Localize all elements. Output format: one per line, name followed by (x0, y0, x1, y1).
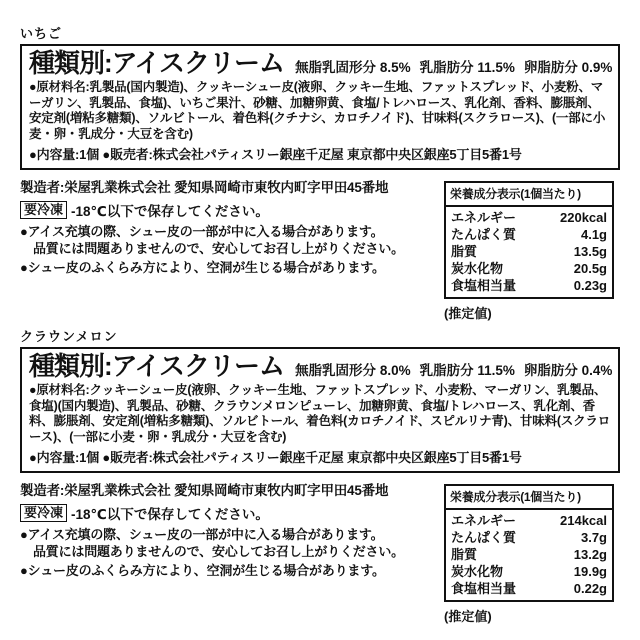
spec-box (20, 347, 620, 473)
nutrient-name: たんぱく質 (451, 530, 517, 545)
note-line: 品質には問題ありませんので、安心してお召し上がりください。 (33, 544, 404, 559)
spec-head-row (29, 351, 611, 381)
nutrient-name: 脂質 (451, 244, 478, 259)
manufacturer-line: 製造者:栄屋乳業株式会社 愛知県岡崎市東牧内町字甲田45番地 (20, 180, 389, 195)
nutrient-value: 214kcal (560, 513, 607, 528)
storage-instruction: -18℃以下で保存してください。 (71, 507, 269, 522)
manufacturer-line: 製造者:栄屋乳業株式会社 愛知県岡崎市東牧内町字甲田45番地 (20, 483, 389, 498)
product-type-heading: 種類別:アイスクリーム (29, 351, 285, 381)
nutrition-row (446, 209, 612, 226)
product-label-melon (20, 329, 620, 624)
nutrient-value: 19.9g (573, 564, 607, 579)
nutrient-name: たんぱく質 (451, 227, 517, 242)
contents-seller-line: ●内容量:1個 ●販売者:株式会社パティスリー銀座千疋屋 東京都中央区銀座5丁目5番1号 (29, 450, 522, 465)
nutrient-name: 食塩相当量 (451, 581, 517, 596)
note-line: ●アイス充填の際、シュー皮の一部が中に入る場合があります。 (20, 224, 384, 239)
nutrition-table (444, 181, 614, 299)
nutrient-value: 0.23g (573, 278, 607, 293)
nutrition-table (444, 484, 614, 602)
spec-box (20, 44, 620, 170)
nutrient-name: 食塩相当量 (451, 278, 517, 293)
keep-frozen-badge: 要冷凍 (20, 504, 67, 522)
milk-solids-value: 無脂乳固形分 8.0% (295, 363, 411, 378)
nutrient-value: 4.1g (580, 227, 607, 242)
estimate-note: (推定値) (444, 609, 492, 624)
nutrition-rows (446, 207, 612, 297)
milk-fat-value: 乳脂肪分 11.5% (419, 363, 515, 378)
composition-values (295, 359, 612, 379)
nutrient-value: 13.2g (573, 547, 607, 562)
nutrient-name: 炭水化物 (451, 564, 504, 579)
notes-column (20, 479, 444, 578)
nutrition-panel (444, 484, 614, 625)
nutrient-value: 20.5g (573, 261, 607, 276)
nutrition-row (446, 277, 612, 294)
storage-instruction: -18℃以下で保存してください。 (71, 204, 269, 219)
milk-solids-value: 無脂乳固形分 8.5% (295, 60, 411, 75)
nutrient-name: 炭水化物 (451, 261, 504, 276)
ingredients-text: ●原材料名:乳製品(国内製造)、クッキーシュー皮(液卵、クッキー生地、ファットスプレッド、小麦粉、マーガリン、乳製品、食塩)、いちご果汁、砂糖、加糖卵黄、食塩/トレハロース、乳化剤、香料、膨脹剤、安定剤(増粘多糖類)、ソルビトール、着色料(クチナシ、カロチノイド)、甘味料(スクラロース)、(一部に小麦・卵・乳成分・大豆を含む) (29, 80, 606, 141)
nutrition-panel (444, 181, 614, 322)
nutrition-row (446, 563, 612, 580)
product-type-heading: 種類別:アイスクリーム (29, 48, 285, 78)
contents-seller-line: ●内容量:1個 ●販売者:株式会社パティスリー銀座千疋屋 東京都中央区銀座5丁目5番1号 (29, 147, 522, 162)
nutrition-row (446, 260, 612, 277)
nutrient-value: 13.5g (573, 244, 607, 259)
nutrition-row (446, 580, 612, 597)
nutrient-name: エネルギー (451, 210, 517, 225)
flavor-title: クラウンメロン (20, 329, 118, 344)
supplementary-info (20, 479, 620, 624)
supplementary-info (20, 176, 620, 321)
estimate-note: (推定値) (444, 306, 492, 321)
nutrient-name: 脂質 (451, 547, 478, 562)
flavor-title: いちご (20, 26, 63, 41)
egg-fat-value: 卵脂肪分 0.9% (523, 60, 613, 75)
storage-row (20, 503, 444, 523)
nutrition-row (446, 243, 612, 260)
nutrient-value: 0.22g (573, 581, 607, 596)
notes-column (20, 176, 444, 275)
nutrition-title: 栄養成分表示(1個当たり) (446, 183, 612, 207)
product-label-strawberry (20, 26, 620, 321)
nutrition-row (446, 546, 612, 563)
note-line: ●アイス充填の際、シュー皮の一部が中に入る場合があります。 (20, 527, 384, 542)
note-line: 品質には問題ありませんので、安心してお召し上がりください。 (33, 241, 404, 256)
egg-fat-value: 卵脂肪分 0.4% (523, 363, 613, 378)
nutrition-row (446, 512, 612, 529)
keep-frozen-badge: 要冷凍 (20, 201, 67, 219)
nutrition-row (446, 226, 612, 243)
storage-row (20, 200, 444, 220)
nutrient-value: 220kcal (560, 210, 607, 225)
nutrition-rows (446, 510, 612, 600)
composition-values (295, 56, 612, 76)
nutrition-title: 栄養成分表示(1個当たり) (446, 486, 612, 510)
milk-fat-value: 乳脂肪分 11.5% (419, 60, 515, 75)
note-line: ●シュー皮のふくらみ方により、空洞が生じる場合があります。 (20, 563, 385, 578)
ingredients-text: ●原材料名:クッキーシュー皮(液卵、クッキー生地、ファットスプレッド、小麦粉、マーガリン、乳製品、食塩)(国内製造)、乳製品、砂糖、クラウンメロンピューレ、加糖卵黄、食塩/トレハロース、乳化剤、香料、膨脹剤、安定剤(増粘多糖類)、ソルビトール、着色料(カロチノイド、スピルリナ青)、甘味料(スクラロース)、(一部に小麦・卵・乳成分・大豆を含む) (29, 383, 610, 444)
spec-head-row (29, 48, 611, 78)
nutrition-row (446, 529, 612, 546)
nutrient-name: エネルギー (451, 513, 517, 528)
note-line: ●シュー皮のふくらみ方により、空洞が生じる場合があります。 (20, 260, 385, 275)
nutrient-value: 3.7g (580, 530, 607, 545)
